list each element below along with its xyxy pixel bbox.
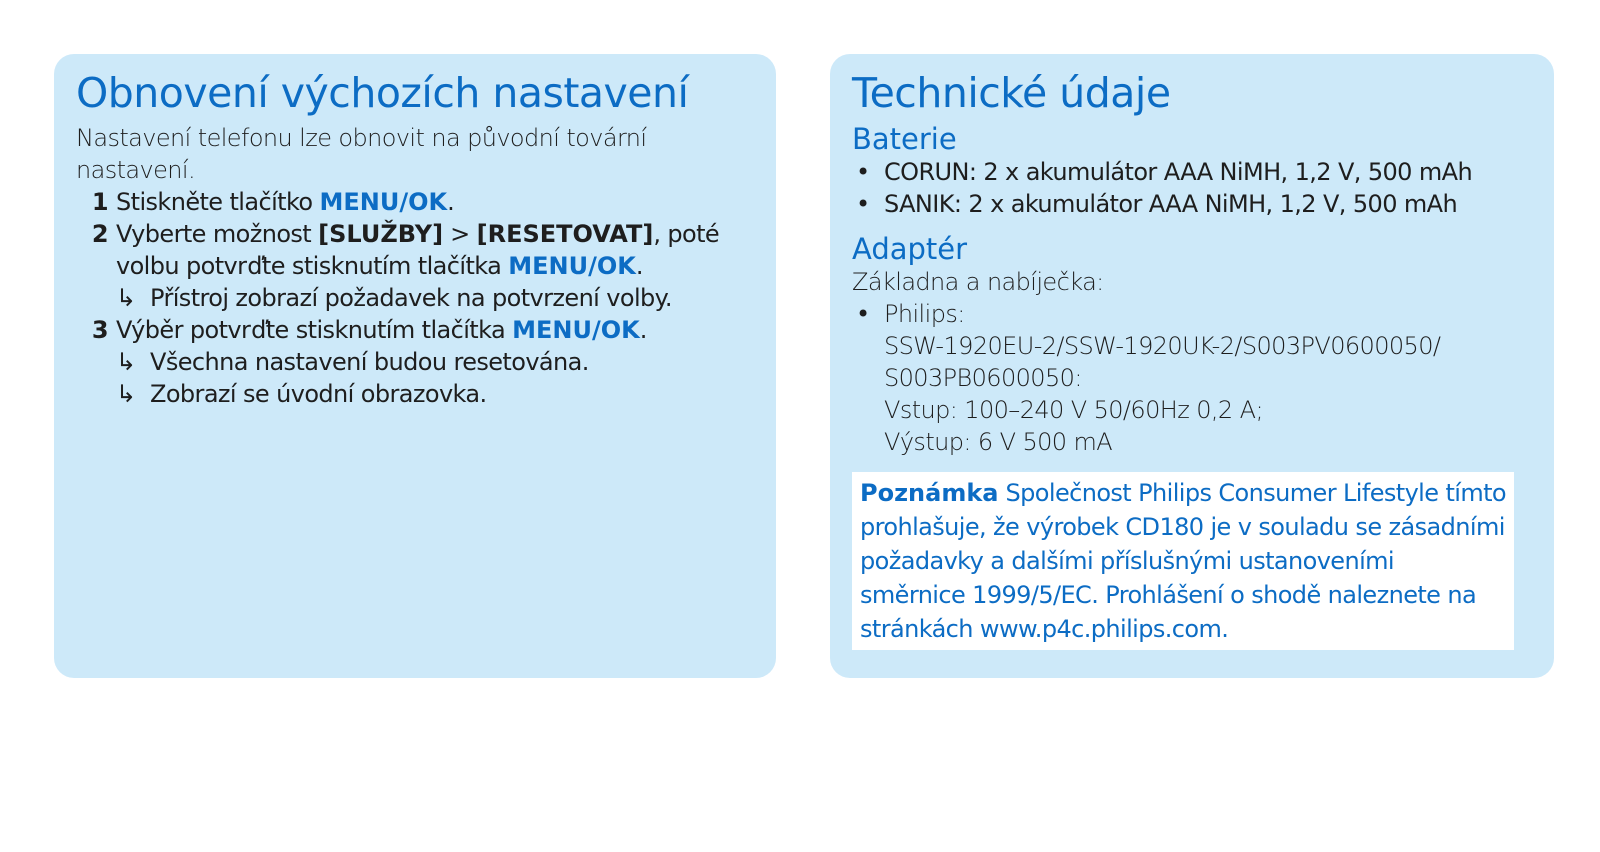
result-text: Zobrazí se úvodní obrazovka. bbox=[150, 380, 487, 408]
menu-ok-key: MENU/OK bbox=[508, 252, 636, 280]
step-text bbox=[116, 314, 754, 346]
technical-title: Technické údaje bbox=[852, 69, 1171, 117]
bullet-icon: • bbox=[856, 300, 870, 328]
step-number: 3 bbox=[91, 316, 108, 344]
option-reset: [RESETOVAT] bbox=[476, 220, 654, 248]
adapter-model-line: SSW-1920EU-2/SSW-1920UK-2/S003PV0600050/ bbox=[884, 332, 1441, 360]
battery-item-text: CORUN: 2 x akumulátor AAA NiMH, 1,2 V, 500 mAh bbox=[884, 158, 1473, 186]
adapter-item bbox=[852, 298, 1532, 458]
battery-heading: Baterie bbox=[852, 122, 957, 156]
result-text: Všechna nastavení budou resetována. bbox=[150, 348, 589, 376]
menu-ok-key: MENU/OK bbox=[319, 188, 448, 216]
result-arrow-icon: ↳ bbox=[116, 348, 136, 376]
reset-intro: Nastavení telefonu lze obnovit na původní tovární nastavení. bbox=[76, 124, 647, 184]
step-text-part: . bbox=[447, 188, 455, 216]
step-1 bbox=[76, 186, 754, 218]
result-arrow-icon: ↳ bbox=[116, 380, 136, 408]
step-text-part: , poté volbu potvrďte stisknutím tlačítka bbox=[116, 220, 720, 280]
bullet-icon: • bbox=[856, 190, 870, 218]
step-text-part: . bbox=[635, 252, 643, 280]
step-result bbox=[76, 282, 754, 314]
step-result bbox=[76, 346, 754, 378]
technical-data-panel bbox=[830, 54, 1554, 678]
result-arrow-icon: ↳ bbox=[116, 284, 136, 312]
step-2 bbox=[76, 218, 754, 282]
note-box bbox=[852, 472, 1514, 650]
section-gap bbox=[852, 220, 1532, 232]
menu-ok-key: MENU/OK bbox=[512, 316, 640, 344]
reset-settings-panel bbox=[54, 54, 776, 678]
step-text-part: . bbox=[639, 316, 647, 344]
note-text: Společnost Philips Consumer Lifestyle tímto prohlašuje, že výrobek CD180 je v souladu se zásadními požadavky a dalšími příslušnými ustanoveními směrnice 1999/5/EC. Prohlášení o shodě naleznete na stránkách www.p4c.philips.com. bbox=[860, 479, 1506, 643]
step-text bbox=[116, 218, 754, 282]
adapter-output-line: Výstup: 6 V 500 mA bbox=[884, 428, 1113, 456]
adapter-heading: Adaptér bbox=[852, 232, 968, 266]
step-number: 1 bbox=[91, 188, 108, 216]
adapter-subtitle: Základna a nabíječka: bbox=[852, 268, 1104, 296]
step-3 bbox=[76, 314, 754, 346]
option-services: [SLUŽBY] bbox=[318, 220, 444, 248]
result-text: Přístroj zobrazí požadavek na potvrzení volby. bbox=[150, 284, 672, 312]
adapter-item-body bbox=[884, 298, 1532, 458]
battery-item bbox=[852, 156, 1532, 188]
step-text bbox=[116, 186, 754, 218]
battery-item bbox=[852, 188, 1532, 220]
step-text-part: Vyberte možnost bbox=[116, 220, 319, 248]
adapter-brand: Philips: bbox=[884, 300, 965, 328]
adapter-input-line: Vstup: 100–240 V 50/60Hz 0,2 A; bbox=[884, 396, 1263, 424]
step-number: 2 bbox=[91, 220, 108, 248]
step-result bbox=[76, 378, 754, 410]
option-separator: > bbox=[443, 220, 477, 248]
step-text-part: Stiskněte tlačítko bbox=[116, 188, 320, 216]
adapter-model-line: S003PB0600050: bbox=[884, 364, 1082, 392]
battery-item-text: SANIK: 2 x akumulátor AAA NiMH, 1,2 V, 500 mAh bbox=[884, 190, 1458, 218]
bullet-icon: • bbox=[856, 158, 870, 186]
reset-title: Obnovení výchozích nastavení bbox=[76, 69, 689, 117]
note-label: Poznámka bbox=[860, 479, 999, 507]
step-text-part: Výběr potvrďte stisknutím tlačítka bbox=[116, 316, 513, 344]
